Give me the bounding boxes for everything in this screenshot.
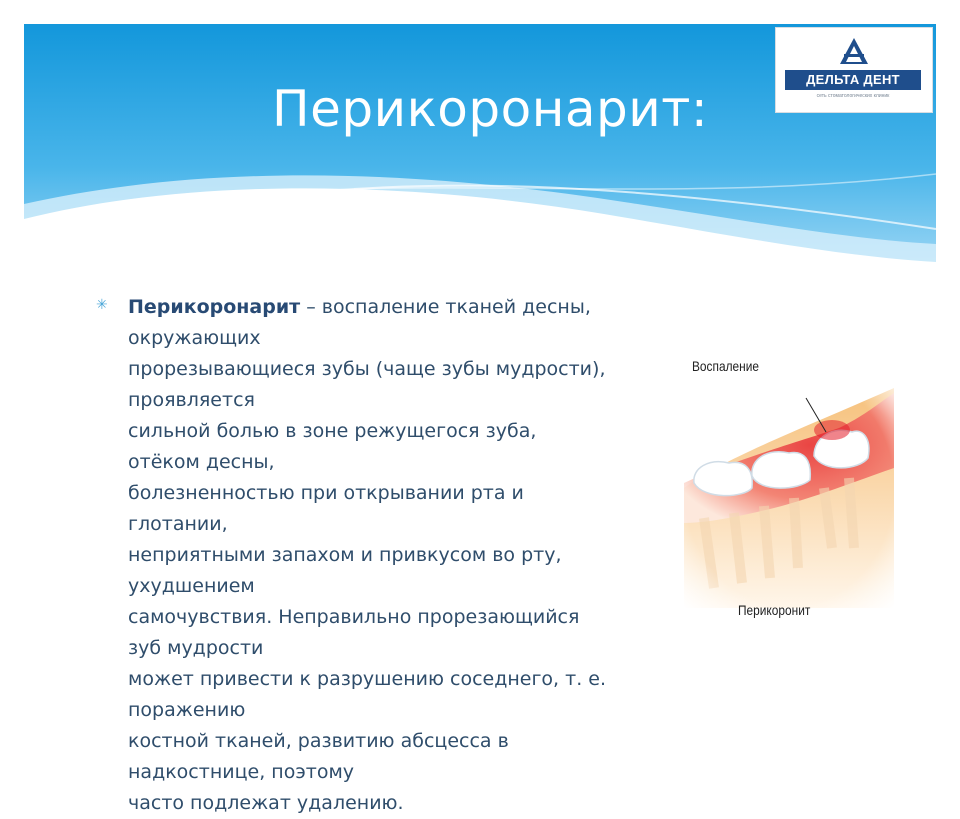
- pericoronitis-illustration: [664, 348, 914, 628]
- definition-term: Перикоронарит: [128, 296, 301, 318]
- asterisk-icon: ✳: [96, 296, 108, 312]
- company-logo: [775, 27, 933, 113]
- logo-brand: ДЕЛЬТА ДЕНТ: [785, 70, 921, 90]
- slide-title: Перикоронарит:: [272, 80, 709, 138]
- definition-text: – воспаление тканей десны, окружающих прорезывающиеся зубы (чаще зубы мудрости), проявляется сильной болью в зоне режущегося зуба, отёком десны, болезненностью при открывании рта и глотании, неприятными запахом и привкусом во рту, ухудшением самочувствия. Неправильно прорезающийся зуб мудрости может привести к разрушению соседнего, т. е. поражению костной тканей, развитию абсцесса в надкостнице, поэтому часто подлежат удалению.: [128, 296, 607, 814]
- logo-emblem-icon: [838, 36, 870, 66]
- definition-paragraph: [128, 292, 614, 814]
- slide: [24, 24, 936, 814]
- inflammation-label: Воспаление: [692, 358, 759, 374]
- logo-tagline: сеть стоматологических клиник: [816, 93, 890, 99]
- figure-caption: Перикоронит: [738, 602, 811, 618]
